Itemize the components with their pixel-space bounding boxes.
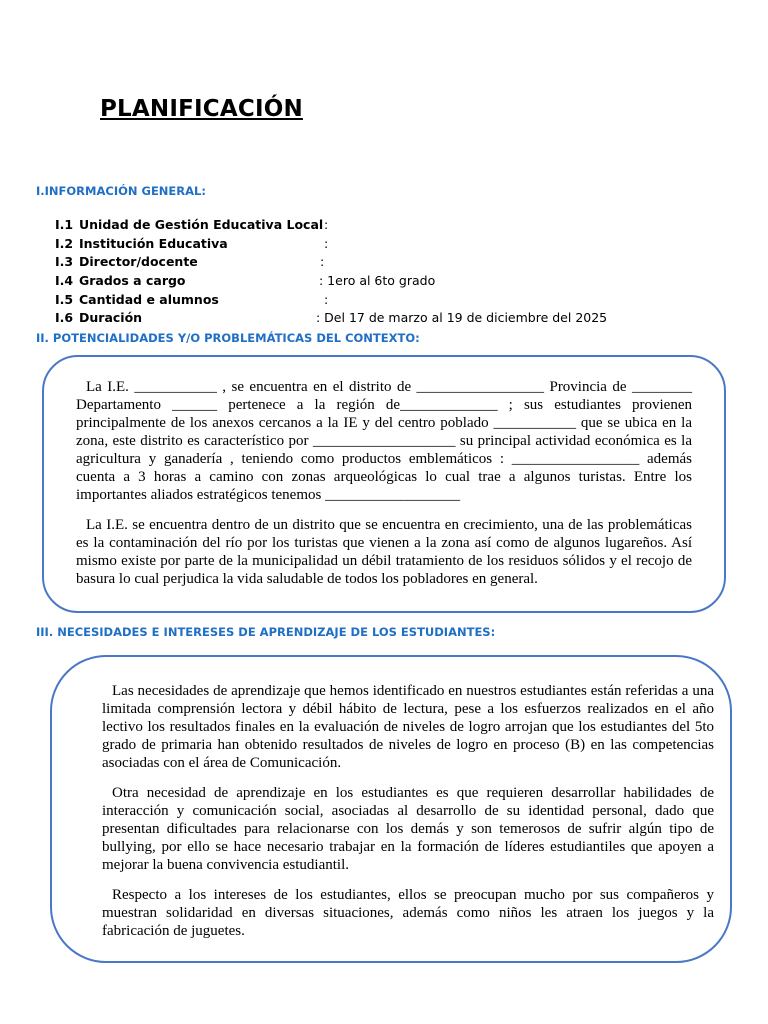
needs-paragraph: Otra necesidad de aprendizaje en los estudiantes es que requieren desarrollar habilidades de interacción y comunicación social, asociadas al desarrollo de su identidad personal, dado que presentan dificultades para relacionarse con los demás y son temerosos de sufrir algún tipo de bullying, por ello se hace necesario trabajar en la formación de líderes estudiantiles que apoyen a mejorar la buena convivencia estudiantil. bbox=[102, 785, 714, 873]
section-2-heading: II. POTENCIALIDADES Y/O PROBLEMÁTICAS DEL CONTEXTO: bbox=[36, 331, 420, 345]
info-row bbox=[55, 272, 615, 291]
needs-paragraph: Las necesidades de aprendizaje que hemos identificado en nuestros estudiantes están referidas a una limitada comprensión lectora y débil hábito de lectura, pese a los esfuerzos realizados en el año lectivo los resultados finales en la evaluación de niveles de logro arrojan que los estudiantes del 5to grado de primaria han obtenido resultados de niveles de logro en proceso (B) en las competencias asociadas con el área de Comunicación. bbox=[102, 683, 714, 771]
info-value: : bbox=[320, 254, 325, 270]
needs-paragraph: Respecto a los intereses de los estudiantes, ellos se preocupan mucho por sus compañeros y muestran solidaridad en diversas situaciones, además como niños les atraen los juegos y la fabricación de juguetes. bbox=[102, 887, 714, 939]
page-title: PLANIFICACIÓN bbox=[100, 96, 303, 122]
general-info-list bbox=[55, 216, 615, 328]
info-value: : bbox=[324, 235, 329, 251]
info-number: I.3 bbox=[55, 254, 74, 270]
info-number: I.2 bbox=[55, 235, 74, 251]
context-paragraph: La I.E. ___________ , se encuentra en el distrito de _________________ Provincia de ________ Departamento ______ pertenece a la región de_____________ ; sus estudiantes provienen principalmente de los anexos cercanos a la IE y del centro poblado ___________ que se ubica en la zona, este distrito es característico por ___________________ su principal actividad económica es la agricultura y ganadería , teniendo como productos emblemáticos : _________________ además cuenta a 3 horas a camino con zonas arqueológicas lo cual trae a algunos turistas. Entre los importantes aliados estratégicos tenemos __________________ bbox=[76, 379, 692, 503]
info-number: I.5 bbox=[55, 291, 74, 307]
section-1-heading: I.INFORMACIÓN GENERAL: bbox=[36, 184, 206, 198]
needs-box bbox=[50, 655, 732, 963]
info-value: : Del 17 de marzo al 19 de diciembre del 2025 bbox=[316, 310, 608, 326]
info-row bbox=[55, 253, 615, 272]
info-row bbox=[55, 291, 615, 310]
info-number: I.6 bbox=[55, 310, 74, 326]
info-label: Grados a cargo bbox=[79, 273, 186, 289]
info-number: I.4 bbox=[55, 273, 74, 289]
info-value: : 1ero al 6to grado bbox=[319, 273, 436, 289]
context-box bbox=[42, 355, 726, 613]
info-row bbox=[55, 216, 615, 235]
info-value: : bbox=[324, 217, 329, 232]
info-label: Duración bbox=[79, 310, 143, 326]
info-label: Cantidad e alumnos bbox=[79, 291, 219, 307]
info-row bbox=[55, 309, 615, 328]
info-label: Director/docente bbox=[79, 254, 198, 270]
section-3-heading: III. NECESIDADES E INTERESES DE APRENDIZAJE DE LOS ESTUDIANTES: bbox=[36, 625, 496, 639]
info-label: Unidad de Gestión Educativa Local bbox=[79, 217, 324, 232]
info-number: I.1 bbox=[55, 217, 74, 232]
info-value: : bbox=[324, 291, 329, 307]
info-label: Institución Educativa bbox=[79, 235, 228, 251]
info-row bbox=[55, 235, 615, 254]
context-paragraph: La I.E. se encuentra dentro de un distrito que se encuentra en crecimiento, una de las problemáticas es la contaminación del río por los turistas que vienen a la zona así como de algunos lugareños. Así mismo existe por parte de la municipalidad un débil tratamiento de los residuos sólidos y el recojo de basura lo cual perjudica la vida saludable de todos los pobladores en general. bbox=[76, 517, 692, 587]
